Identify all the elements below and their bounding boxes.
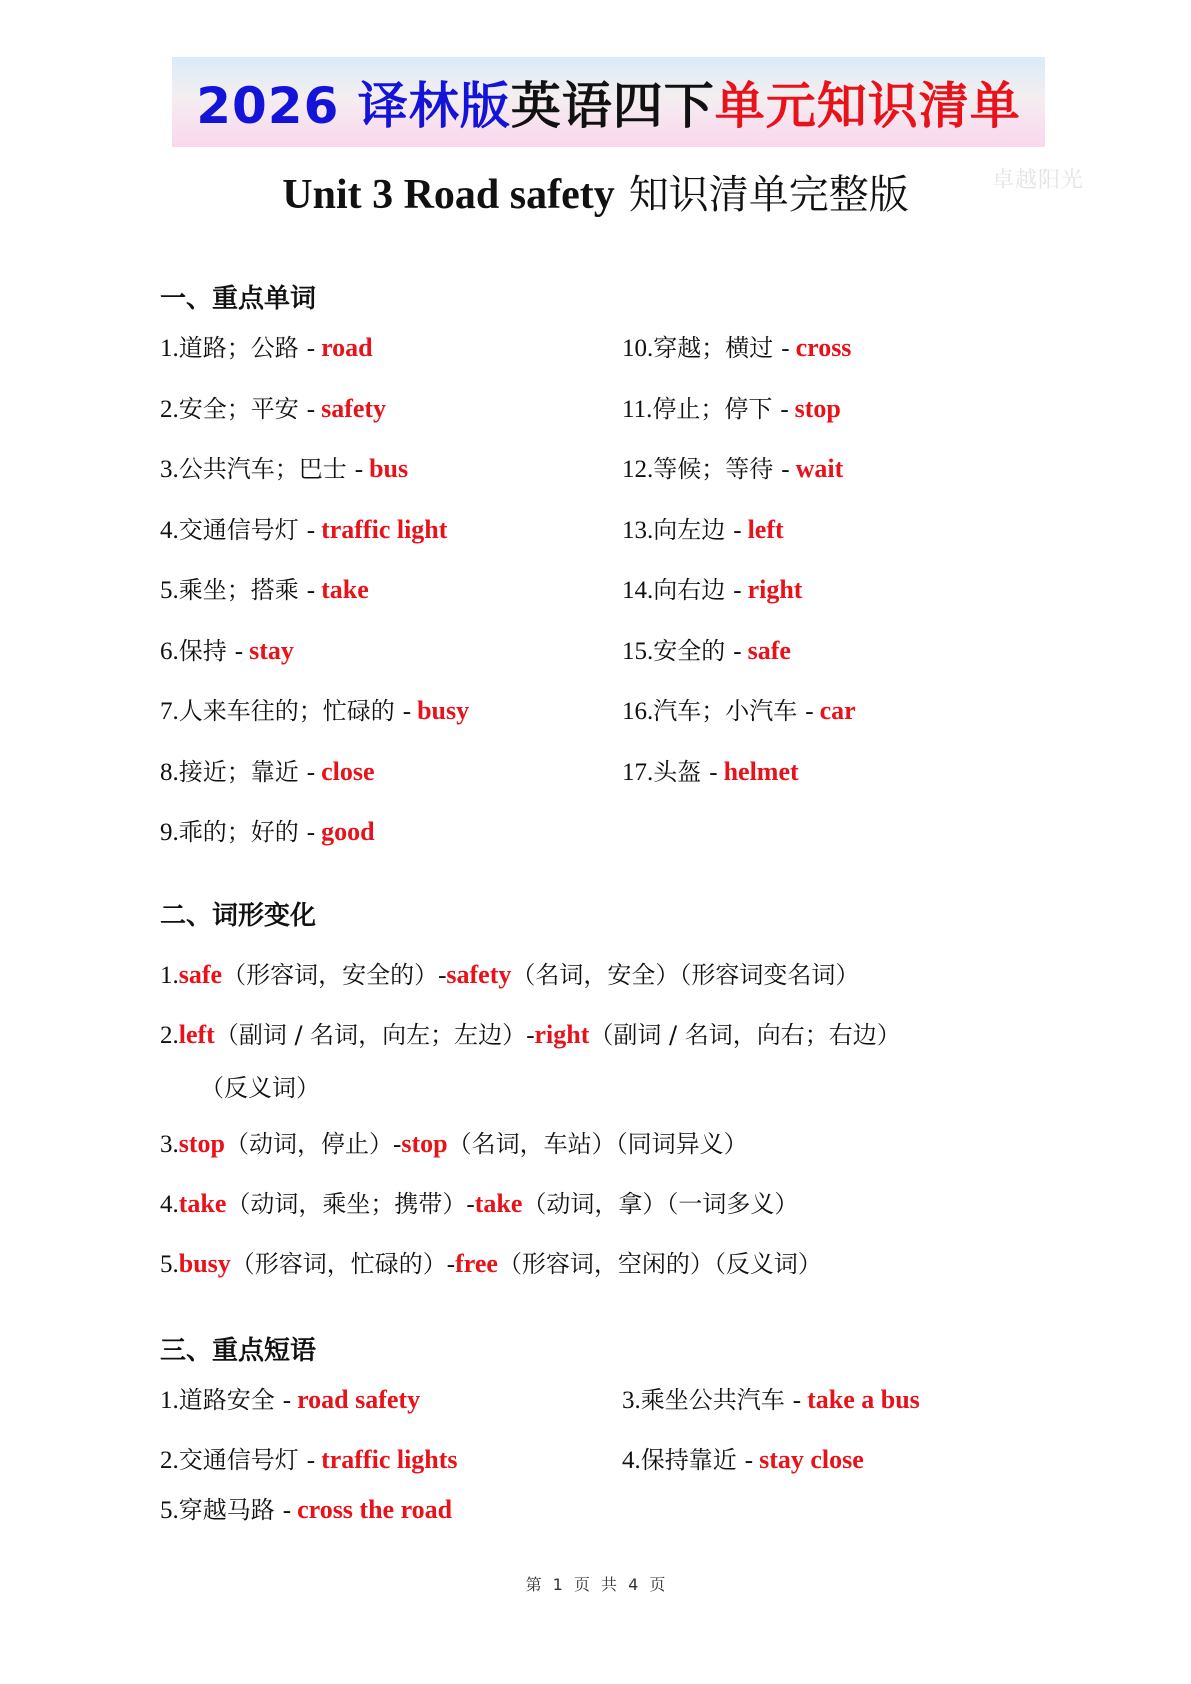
vocab-item bbox=[622, 631, 791, 666]
relation-note: （反义词） bbox=[200, 1074, 320, 1102]
dash-separator: - bbox=[733, 577, 742, 604]
english-word: safe bbox=[747, 635, 791, 665]
english-word: stop bbox=[794, 393, 841, 423]
chinese-meaning: 公共汽车；巴士 bbox=[178, 455, 347, 483]
dash-separator: - bbox=[780, 395, 789, 423]
item-number: 3. bbox=[160, 456, 179, 483]
chinese-meaning: 人来车往的；忙碌的 bbox=[178, 697, 395, 725]
item-number: 16. bbox=[622, 698, 654, 725]
item-number: 17. bbox=[622, 758, 654, 786]
vocab-item bbox=[622, 752, 799, 787]
dash-separator: - bbox=[234, 637, 244, 665]
item-number: 8. bbox=[160, 758, 179, 786]
item-number: 6. bbox=[160, 637, 179, 665]
derived-word: stop bbox=[401, 1129, 448, 1158]
vocab-item bbox=[622, 570, 802, 605]
dash-separator: - bbox=[805, 698, 814, 725]
item-number: 15. bbox=[622, 637, 654, 665]
english-word: close bbox=[321, 756, 375, 786]
chinese-meaning: 乘坐公共汽车 bbox=[640, 1386, 785, 1414]
english-word: stay bbox=[249, 635, 294, 665]
english-word: busy bbox=[417, 696, 470, 725]
chinese-meaning: 接近；靠近 bbox=[178, 757, 299, 786]
word-form-item bbox=[160, 1124, 748, 1159]
dash-separator: - bbox=[438, 962, 447, 989]
item-number: 4. bbox=[622, 1447, 641, 1474]
chinese-meaning: 道路安全 bbox=[178, 1386, 275, 1414]
item-number: 1. bbox=[160, 335, 179, 362]
chinese-meaning: 乖的；好的 bbox=[178, 818, 299, 846]
dash-separator: - bbox=[306, 395, 316, 423]
chinese-meaning: 保持靠近 bbox=[640, 1446, 737, 1474]
phrase-item bbox=[622, 1440, 864, 1475]
dash-separator: - bbox=[306, 758, 316, 786]
item-number: 7. bbox=[160, 698, 179, 725]
base-word-note: （形容词，安全的） bbox=[222, 961, 439, 989]
page-number-footer: 第 1 页 共 4 页 bbox=[525, 1575, 666, 1594]
phrase-item bbox=[160, 1380, 420, 1415]
chinese-meaning: 向右边 bbox=[653, 576, 726, 604]
english-word: left bbox=[747, 514, 784, 544]
dash-separator: - bbox=[306, 516, 316, 544]
english-word: traffic light bbox=[321, 514, 448, 544]
item-number: 2. bbox=[160, 395, 179, 423]
banner-checklist: 单元知识清单 bbox=[714, 77, 1021, 135]
item-number: 3. bbox=[622, 1387, 641, 1414]
dash-separator: - bbox=[354, 456, 364, 483]
chinese-meaning: 等候；等待 bbox=[653, 455, 774, 483]
english-word: bus bbox=[369, 454, 409, 483]
section-heading-phrases: 三、重点短语 bbox=[160, 1336, 317, 1366]
english-phrase: road safety bbox=[297, 1385, 421, 1414]
item-number: 3. bbox=[160, 1131, 179, 1158]
banner-title bbox=[196, 66, 1021, 138]
derived-word-note: （动词，拿） bbox=[522, 1190, 667, 1218]
dash-separator: - bbox=[733, 637, 742, 665]
chinese-meaning: 道路；公路 bbox=[178, 334, 299, 362]
dash-separator: - bbox=[466, 1191, 475, 1218]
relation-note: （一词多义） bbox=[666, 1190, 799, 1218]
vocab-item bbox=[622, 691, 856, 726]
chinese-meaning: 交通信号灯 bbox=[178, 1446, 299, 1474]
vocab-item bbox=[622, 449, 843, 484]
dash-separator: - bbox=[792, 1387, 802, 1414]
base-word: stop bbox=[178, 1129, 225, 1158]
item-number: 9. bbox=[160, 819, 179, 846]
derived-word: safety bbox=[446, 960, 512, 989]
dash-separator: - bbox=[781, 456, 790, 483]
dash-separator: - bbox=[393, 1131, 402, 1158]
vocab-item bbox=[160, 449, 408, 484]
phrase-item bbox=[160, 1440, 458, 1475]
english-phrase: take a bus bbox=[807, 1385, 920, 1414]
english-word: road bbox=[321, 333, 373, 362]
dash-separator: - bbox=[306, 577, 316, 604]
dash-separator: - bbox=[446, 1251, 456, 1278]
chinese-meaning: 汽车；小汽车 bbox=[653, 697, 798, 725]
relation-note: （同词异义） bbox=[615, 1130, 748, 1158]
chinese-meaning: 穿越；横过 bbox=[653, 334, 774, 362]
section-heading-forms: 二、词形变化 bbox=[160, 901, 317, 931]
dash-separator: - bbox=[306, 819, 316, 846]
dash-separator: - bbox=[526, 1022, 535, 1049]
chinese-meaning: 穿越马路 bbox=[178, 1496, 275, 1524]
english-word: take bbox=[321, 575, 369, 604]
watermark: 卓越阳光 bbox=[992, 168, 1085, 193]
base-word-note: （副词 / 名词，向左；左边） bbox=[214, 1021, 527, 1049]
item-number: 5. bbox=[160, 577, 179, 604]
english-word: wait bbox=[795, 454, 844, 483]
item-number: 1. bbox=[160, 1387, 179, 1414]
title-banner bbox=[172, 57, 1045, 147]
base-word: busy bbox=[178, 1249, 231, 1278]
dash-separator: - bbox=[402, 698, 412, 725]
item-number: 5. bbox=[160, 1497, 179, 1524]
base-word-note: （形容词，忙碌的） bbox=[230, 1250, 447, 1278]
relation-note: （反义词） bbox=[713, 1250, 822, 1278]
chinese-meaning: 保持 bbox=[178, 636, 227, 665]
phrase-item bbox=[622, 1380, 920, 1415]
word-form-item bbox=[160, 1184, 798, 1219]
english-phrase: cross the road bbox=[297, 1495, 453, 1524]
word-form-item bbox=[160, 955, 859, 990]
vocab-item bbox=[160, 812, 375, 847]
chinese-meaning: 安全；平安 bbox=[178, 394, 299, 423]
english-phrase: traffic lights bbox=[321, 1445, 458, 1474]
item-number: 2. bbox=[160, 1022, 179, 1049]
item-number: 2. bbox=[160, 1447, 179, 1474]
relation-note: （形容词变名词） bbox=[679, 961, 860, 989]
item-number: 10. bbox=[622, 335, 654, 362]
word-form-item bbox=[160, 1015, 901, 1103]
base-word: take bbox=[178, 1189, 227, 1218]
english-word: car bbox=[819, 696, 856, 725]
item-number: 11. bbox=[622, 395, 653, 423]
dash-separator: - bbox=[709, 758, 718, 786]
vocab-item bbox=[160, 570, 369, 605]
chinese-meaning: 停止；停下 bbox=[652, 394, 773, 423]
base-word-note: （动词，乘坐；携带） bbox=[226, 1190, 467, 1218]
page-title-en: Unit 3 Road safety bbox=[282, 172, 615, 218]
chinese-meaning: 头盔 bbox=[653, 757, 702, 786]
chinese-meaning: 交通信号灯 bbox=[178, 515, 299, 544]
derived-word-note: （名词，车站） bbox=[447, 1130, 616, 1158]
item-number: 5. bbox=[160, 1251, 179, 1278]
phrase-item bbox=[160, 1490, 452, 1525]
derived-word: free bbox=[455, 1249, 498, 1278]
dash-separator: - bbox=[306, 335, 316, 362]
english-word: right bbox=[747, 575, 803, 604]
dash-separator: - bbox=[781, 335, 790, 362]
vocab-item bbox=[160, 631, 294, 666]
vocab-item bbox=[160, 389, 386, 424]
dash-separator: - bbox=[733, 516, 742, 544]
word-form-item bbox=[160, 1244, 822, 1279]
derived-word: take bbox=[474, 1189, 523, 1218]
english-word: good bbox=[321, 817, 375, 846]
english-word: cross bbox=[795, 333, 852, 362]
banner-edition: 2026 译林版 bbox=[196, 77, 511, 135]
vocab-item bbox=[622, 510, 784, 545]
item-number: 12. bbox=[622, 456, 654, 483]
derived-word-note: （名词，安全） bbox=[511, 961, 680, 989]
chinese-meaning: 安全的 bbox=[653, 636, 726, 665]
dash-separator: - bbox=[282, 1387, 292, 1414]
base-word: left bbox=[178, 1020, 215, 1049]
vocab-item bbox=[160, 691, 469, 726]
vocab-item bbox=[160, 328, 373, 363]
base-word-note: （动词，停止） bbox=[225, 1130, 393, 1158]
dash-separator: - bbox=[744, 1447, 754, 1474]
vocab-item bbox=[160, 510, 447, 545]
derived-word-note: （副词 / 名词，向右；右边） bbox=[589, 1021, 901, 1049]
english-phrase: stay close bbox=[759, 1445, 864, 1474]
item-number: 4. bbox=[160, 516, 179, 544]
dash-separator: - bbox=[282, 1497, 292, 1524]
item-number: 13. bbox=[622, 516, 654, 544]
banner-subject: 英语四下 bbox=[510, 77, 715, 135]
chinese-meaning: 乘坐；搭乘 bbox=[178, 576, 299, 604]
chinese-meaning: 向左边 bbox=[653, 515, 726, 544]
english-word: helmet bbox=[723, 756, 799, 786]
english-word: safety bbox=[321, 393, 387, 423]
item-number: 4. bbox=[160, 1191, 179, 1218]
vocab-item bbox=[622, 389, 841, 424]
derived-word-note: （形容词，空闲的） bbox=[497, 1250, 714, 1278]
section-heading-words: 一、重点单词 bbox=[160, 284, 317, 314]
vocab-item bbox=[160, 752, 375, 787]
page-title-cn: 知识清单完整版 bbox=[628, 172, 909, 218]
base-word: safe bbox=[178, 960, 223, 989]
item-number: 1. bbox=[160, 962, 179, 989]
vocab-item bbox=[622, 328, 851, 363]
derived-word: right bbox=[534, 1020, 590, 1049]
item-number: 14. bbox=[622, 577, 654, 604]
dash-separator: - bbox=[306, 1447, 316, 1474]
